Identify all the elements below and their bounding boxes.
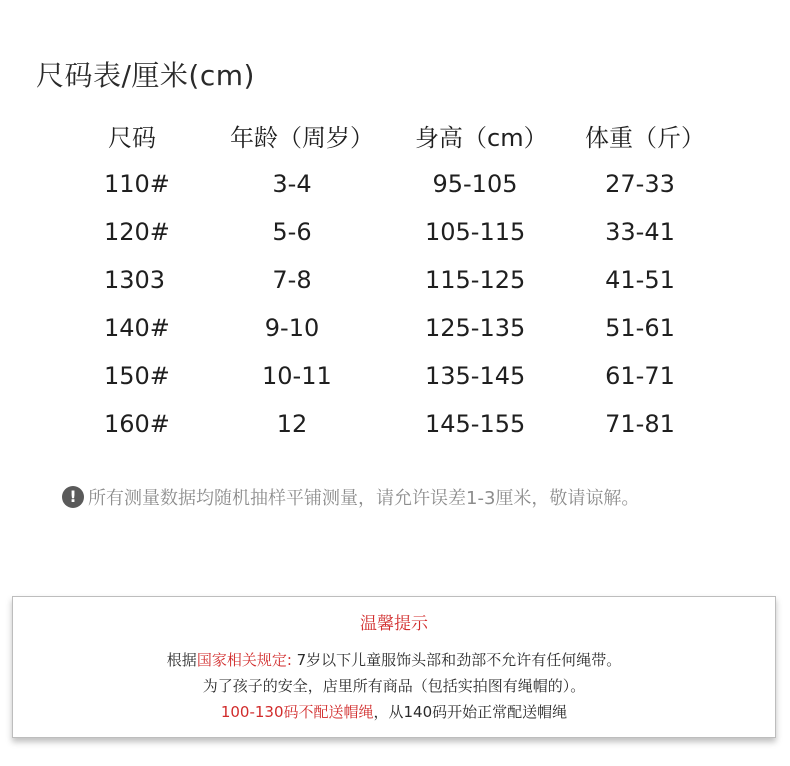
cell-age: 12 — [276, 410, 308, 438]
header-size: 尺码 — [108, 124, 156, 152]
page-title: 尺码表/厘米(cm) — [36, 59, 255, 92]
tip-line-1-suffix: 7岁以下儿童服饰头部和劲部不允许有任何绳带。 — [291, 651, 622, 669]
header-weight: 体重（斤） — [585, 124, 705, 152]
measurement-note — [62, 484, 639, 510]
tip-title: 温馨提示 — [360, 614, 428, 634]
cell-height: 145-155 — [425, 410, 526, 438]
exclamation-circle-icon: ! — [62, 486, 84, 508]
note-text: 所有测量数据均随机抽样平铺测量，请允许误差1-3厘米，敬请谅解。 — [88, 488, 640, 509]
tip-line-3-highlight: 100-130码不配送帽绳 — [220, 703, 374, 721]
cell-age: 5-6 — [272, 218, 312, 246]
tip-line-1-highlight: 国家相关规定: — [196, 651, 292, 669]
cell-height: 135-145 — [425, 362, 526, 390]
tip-box — [12, 596, 776, 738]
cell-weight: 27-33 — [605, 170, 675, 198]
tip-line-3-suffix: ，从140码开始正常配送帽绳 — [373, 703, 568, 721]
cell-height: 105-115 — [425, 218, 526, 246]
tip-line-1-prefix: 根据 — [166, 651, 197, 669]
cell-age: 3-4 — [272, 170, 312, 198]
cell-size: 120# — [104, 218, 170, 246]
cell-age: 7-8 — [272, 266, 312, 294]
cell-height: 115-125 — [425, 266, 526, 294]
tip-line-1 — [13, 649, 775, 670]
cell-weight: 41-51 — [605, 266, 675, 294]
cell-size: 140# — [104, 314, 170, 342]
cell-height: 95-105 — [432, 170, 518, 198]
cell-weight: 71-81 — [605, 410, 675, 438]
cell-size: 110# — [104, 170, 170, 198]
header-age: 年龄（周岁） — [230, 124, 374, 152]
tip-line-2: 为了孩子的安全，店里所有商品（包括实拍图有绳帽的）。 — [202, 677, 586, 695]
cell-size: 150# — [104, 362, 170, 390]
tip-line-3 — [13, 701, 775, 722]
cell-weight: 33-41 — [605, 218, 675, 246]
cell-weight: 61-71 — [605, 362, 675, 390]
cell-weight: 51-61 — [605, 314, 675, 342]
cell-height: 125-135 — [425, 314, 526, 342]
cell-age: 9-10 — [264, 314, 320, 342]
cell-size: 160# — [104, 410, 170, 438]
header-height: 身高（cm） — [415, 124, 548, 152]
cell-size: 1303 — [104, 266, 166, 294]
cell-age: 10-11 — [262, 362, 332, 390]
